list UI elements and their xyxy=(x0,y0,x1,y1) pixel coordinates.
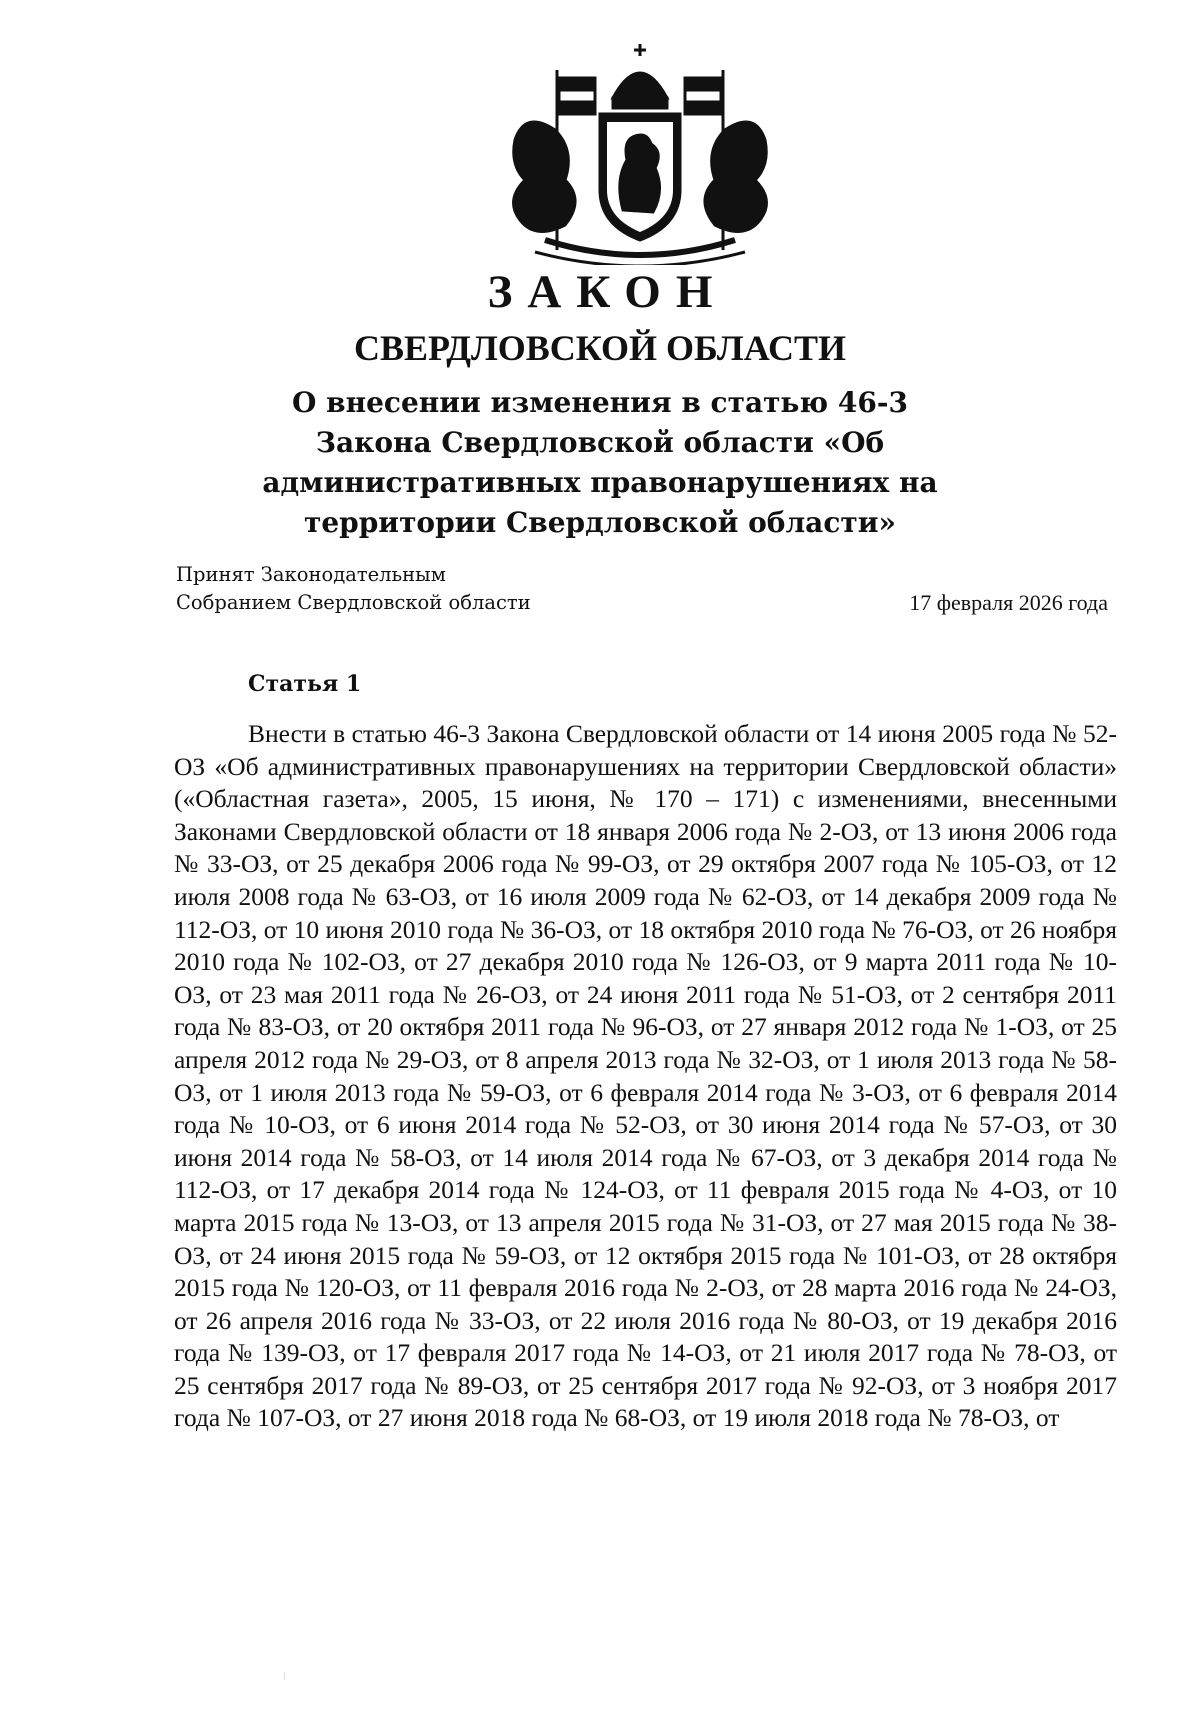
article-body: Внести в статью 46-3 Закона Свердловской области от 14 июня 2005 года № 52-ОЗ «Об административных правонарушениях на территории Свердловской области» («Областная газета», 2005, 15 июня, № 170 – 171) с изменениями, внесенными Законами Свердловской области от 18 января 2006 года № 2-ОЗ, от 13 июня 2006 года № 33-ОЗ, от 25 декабря 2006 года № 99-ОЗ, от 29 октября 2007 года № 105-ОЗ, от 12 июля 2008 года № 63-ОЗ, от 16 июля 2009 года № 62-ОЗ, от 14 декабря 2009 года № 112-ОЗ, от 10 июня 2010 года № 36-ОЗ, от 18 октября 2010 года № 76-ОЗ, от 26 ноября 2010 года № 102-ОЗ, от 27 декабря 2010 года № 126-ОЗ, от 9 марта 2011 года № 10-ОЗ, от 23 мая 2011 года № 26-ОЗ, от 24 июня 2011 года № 51-ОЗ, от 2 сентября 2011 года № 83-ОЗ, от 20 октября 2011 года № 96-ОЗ, от 27 января 2012 года № 1-ОЗ, от 25 апреля 2012 года № 29-ОЗ, от 8 апреля 2013 года № 32-ОЗ, от 1 июля 2013 года № 58-ОЗ, от 1 июля 2013 года № 59-ОЗ, от 6 февраля 2014 года № 3-ОЗ, от 6 февраля 2014 года № 10-ОЗ, от 6 июня 2014 года № 52-ОЗ, от 30 июня 2014 года № 57-ОЗ, от 30 июня 2014 года № 58-ОЗ, от 14 июля 2014 года № 67-ОЗ, от 3 декабря 2014 года № 112-ОЗ, от 17 декабря 2014 года № 124-ОЗ, от 11 февраля 2015 года № 4-ОЗ, от 10 марта 2015 года № 13-ОЗ, от 13 апреля 2015 года № 31-ОЗ, от 27 мая 2015 года № 38-ОЗ, от 24 июня 2015 года № 59-ОЗ, от 12 октября 2015 года № 101-ОЗ, от 28 октября 2015 года № 120-ОЗ, от 11 февраля 2016 года № 2-ОЗ, от 28 марта 2016 года № 24-ОЗ, от 26 апреля 2016 года № 33-ОЗ, от 22 июля 2016 года № 80-ОЗ, от 19 декабря 2016 года № 139-ОЗ, от 17 февраля 2017 года № 14-ОЗ, от 21 июля 2017 года № 78-ОЗ, от 25 сентября 2017 года № 89-ОЗ, от 25 сентября 2017 года № 92-ОЗ, от 3 ноября 2017 года № 107-ОЗ, от 27 июня 2018 года № 68-ОЗ, от 19 июля 2018 года № 78-ОЗ, от xyxy=(174,719,1117,1433)
scan-mark xyxy=(284,1672,285,1680)
document-type-heading: ЗАКОН xyxy=(487,266,728,318)
article-heading: Статья 1 xyxy=(248,671,362,697)
region-heading: СВЕРДЛОВСКОЙ ОБЛАСТИ xyxy=(354,328,846,368)
adoption-date: 17 февраля 2026 года xyxy=(909,590,1108,615)
law-title: О внесении изменения в статью 46-3 Закона Свердловской области «Об административных правонарушениях на территории Свердловской области» xyxy=(262,386,938,539)
adoption-authority: Принят Законодательным Собранием Свердловской области xyxy=(176,563,531,614)
coat-of-arms-icon xyxy=(495,40,785,265)
